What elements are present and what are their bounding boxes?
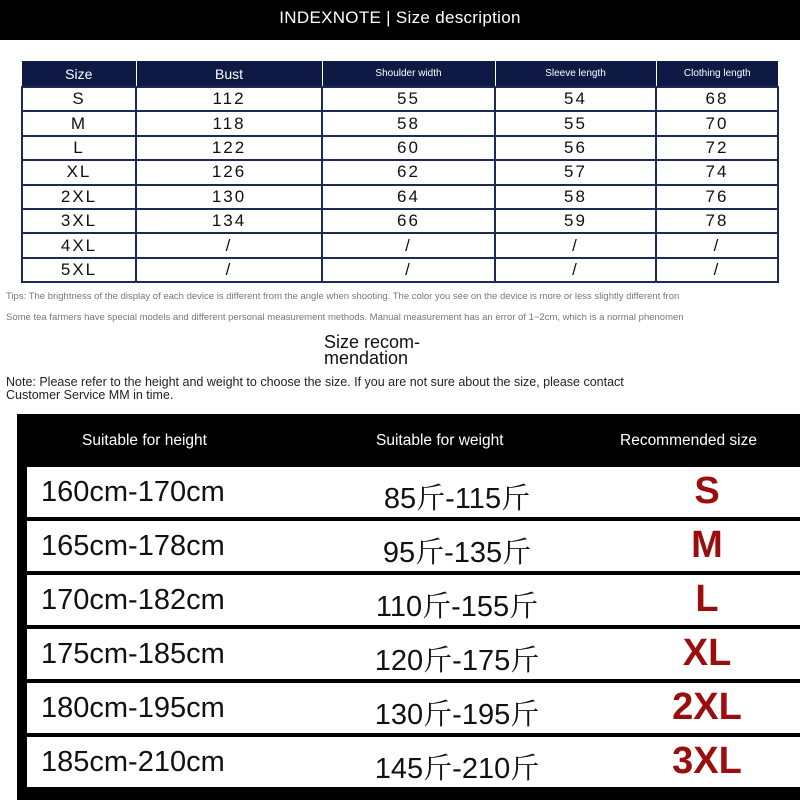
cell-shoulder-width: 66 [322, 209, 495, 233]
cell-clothing-length: / [656, 258, 778, 282]
column-header-bust: Bust [136, 61, 322, 87]
row-recommended-size: L [695, 578, 719, 620]
row-recommended-size: 2XL [672, 686, 742, 728]
cell-bust: 126 [136, 160, 322, 184]
cell-shoulder-width: 55 [322, 87, 495, 111]
cell-clothing-length: 76 [656, 185, 778, 209]
cell-clothing-length: 74 [656, 160, 778, 184]
row-weight-range: 120斤-175斤 [374, 645, 540, 677]
table-row [22, 185, 778, 209]
recommendation-panel [17, 414, 800, 800]
row-recommended-size: XL [682, 632, 732, 674]
cell-sleeve-length: 55 [495, 111, 656, 135]
table-row [22, 233, 778, 257]
recommendation-row [27, 521, 800, 571]
recommendation-row [27, 737, 800, 787]
row-recommended-size: 3XL [672, 740, 742, 782]
cell-size: 5XL [22, 258, 136, 282]
note-line-2: Customer Service MM in time. [6, 388, 174, 402]
cell-shoulder-width: / [322, 258, 495, 282]
size-measurement-table [21, 61, 779, 283]
cell-bust: / [136, 258, 322, 282]
size-table-header-row [22, 61, 778, 87]
row-height-range: 170cm-182cm [41, 584, 225, 616]
cell-sleeve-length: 57 [495, 160, 656, 184]
cell-size: S [22, 87, 136, 111]
cell-sleeve-length: / [495, 258, 656, 282]
row-height-range: 185cm-210cm [41, 746, 225, 778]
note-line-1: Note: Please refer to the height and weight to choose the size. If you are not sure about the size, please contact [6, 375, 624, 389]
cell-sleeve-length: 59 [495, 209, 656, 233]
cell-bust: 112 [136, 87, 322, 111]
cell-shoulder-width: 62 [322, 160, 495, 184]
cell-shoulder-width: 64 [322, 185, 495, 209]
row-recommended-size: M [691, 524, 723, 566]
cell-bust: / [136, 233, 322, 257]
page-header [0, 0, 800, 40]
recommendation-row [27, 575, 800, 625]
recommendation-row [27, 467, 800, 517]
recommendation-row [27, 683, 800, 733]
table-row [22, 258, 778, 282]
row-weight-range: 145斤-210斤 [374, 753, 540, 785]
title-line-2: mendation [324, 348, 409, 368]
cell-size: M [22, 111, 136, 135]
header-recommended-size: Recommended size [620, 432, 757, 449]
cell-clothing-length: 78 [656, 209, 778, 233]
size-recommendation-title [324, 334, 484, 366]
header-suitable-height: Suitable for height [82, 432, 207, 449]
cell-shoulder-width: 58 [322, 111, 495, 135]
recommendation-rows [27, 467, 800, 791]
cell-bust: 118 [136, 111, 322, 135]
row-height-range: 160cm-170cm [41, 476, 225, 508]
row-weight-range: 110斤-155斤 [375, 591, 539, 623]
header-suitable-weight: Suitable for weight [376, 432, 504, 449]
column-header-clothing-length: Clothing length [656, 61, 778, 87]
cell-size: XL [22, 160, 136, 184]
cell-size: L [22, 136, 136, 160]
column-header-size: Size [22, 61, 136, 87]
cell-bust: 134 [136, 209, 322, 233]
row-weight-range: 95斤-135斤 [382, 537, 532, 569]
recommendation-note [6, 376, 786, 402]
table-row [22, 160, 778, 184]
column-header-sleeve-length: Sleeve length [495, 61, 656, 87]
cell-sleeve-length: 58 [495, 185, 656, 209]
cell-sleeve-length: 54 [495, 87, 656, 111]
cell-size: 4XL [22, 233, 136, 257]
row-weight-range: 85斤-115斤 [383, 483, 531, 515]
table-row [22, 87, 778, 111]
row-height-range: 165cm-178cm [41, 530, 225, 562]
cell-shoulder-width: / [322, 233, 495, 257]
cell-clothing-length: 72 [656, 136, 778, 160]
row-recommended-size: S [694, 470, 720, 512]
column-header-shoulder-width: Shoulder width [322, 61, 495, 87]
cell-bust: 122 [136, 136, 322, 160]
tip-measurement-error: Some tea farmers have special models and different personal measurement methods. Manual measurement has an error of 1~2cm, which is a normal phenomen [6, 312, 684, 323]
recommendation-row [27, 629, 800, 679]
header-title: INDEXNOTE | Size description [279, 8, 521, 27]
table-row [22, 136, 778, 160]
row-height-range: 175cm-185cm [41, 638, 225, 670]
cell-size: 3XL [22, 209, 136, 233]
tip-display-brightness: Tips: The brightness of the display of each device is different from the angle when shooting. The color you see on the device is more or less slightly different fron [6, 291, 680, 302]
cell-bust: 130 [136, 185, 322, 209]
row-weight-range: 130斤-195斤 [374, 699, 540, 731]
cell-size: 2XL [22, 185, 136, 209]
row-height-range: 180cm-195cm [41, 692, 225, 724]
cell-sleeve-length: 56 [495, 136, 656, 160]
table-row [22, 111, 778, 135]
cell-clothing-length: / [656, 233, 778, 257]
title-line-1: Size recom- [324, 332, 421, 352]
cell-clothing-length: 70 [656, 111, 778, 135]
table-row [22, 209, 778, 233]
cell-shoulder-width: 60 [322, 136, 495, 160]
cell-clothing-length: 68 [656, 87, 778, 111]
cell-sleeve-length: / [495, 233, 656, 257]
